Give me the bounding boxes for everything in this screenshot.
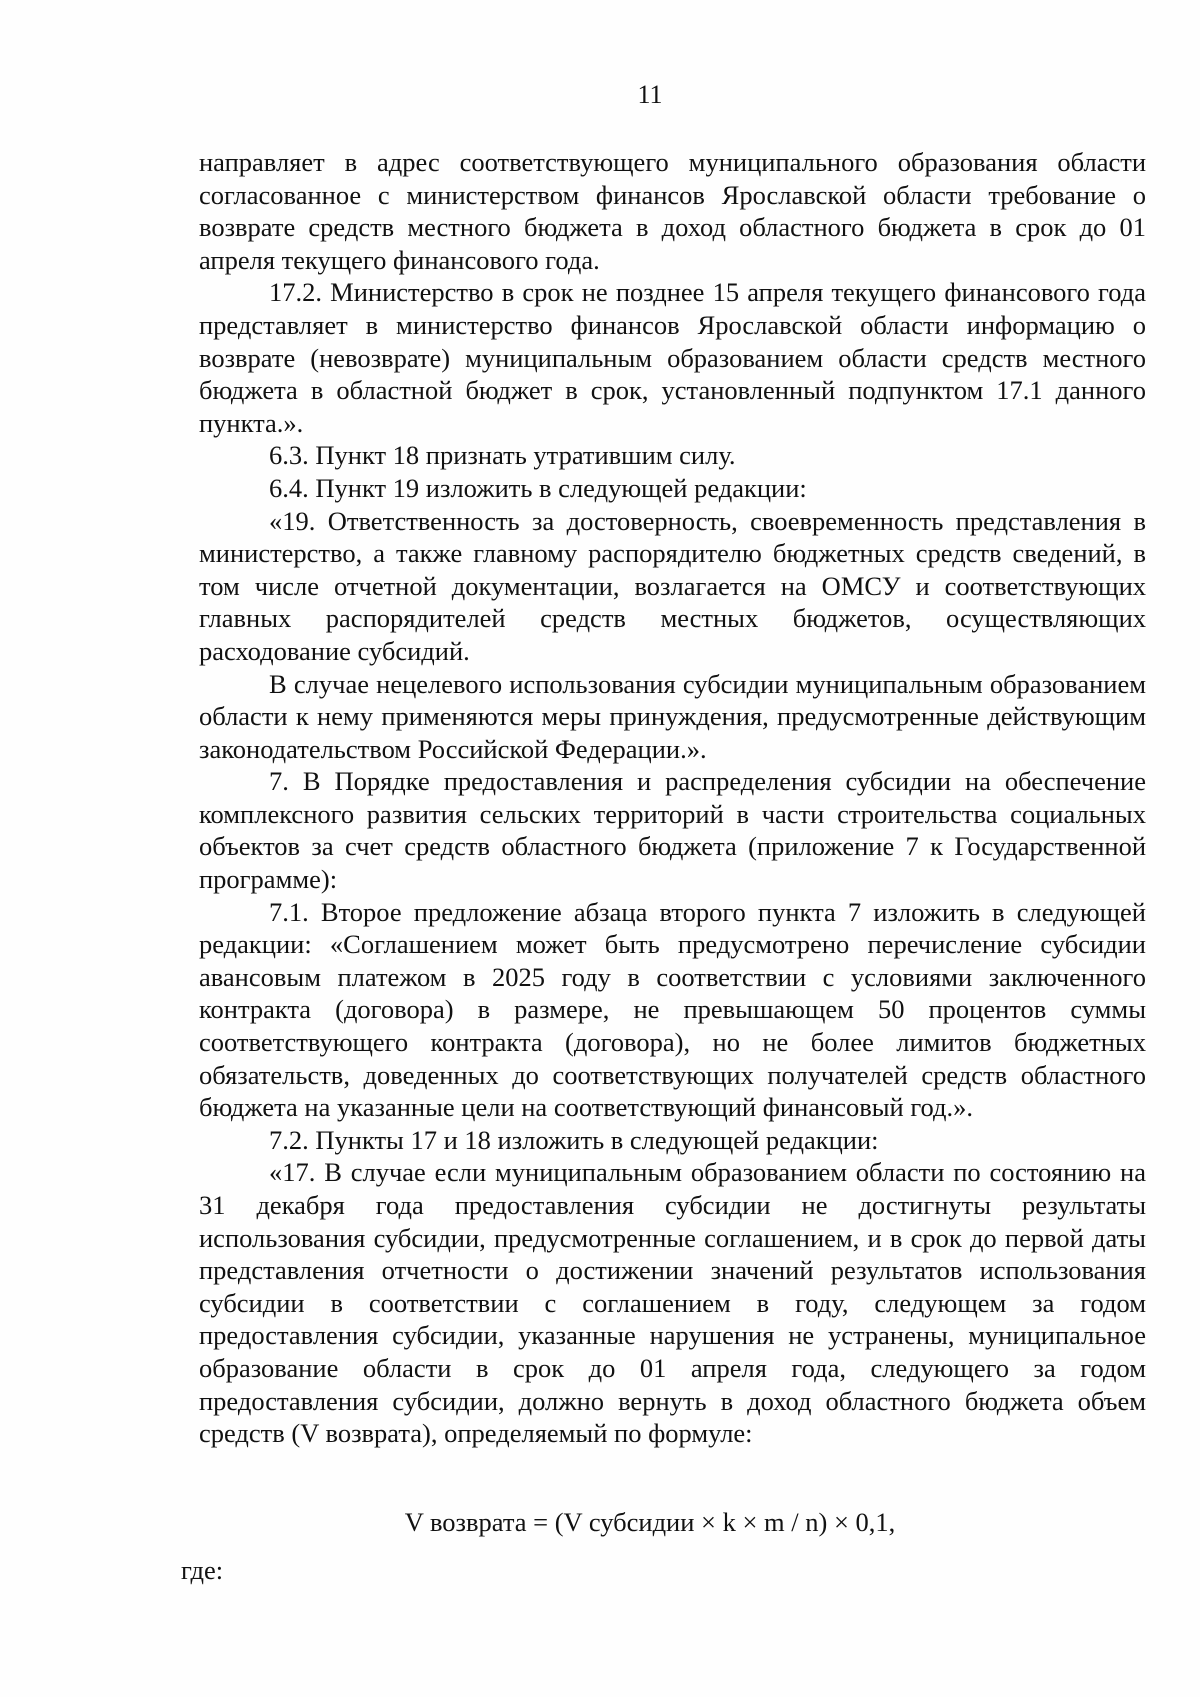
paragraph: 7. В Порядке предоставления и распределения субсидии на обеспечение комплексного развития сельских территорий в части строительства социальных объектов за счет средств областного бюджета (приложение 7 к Государственной программе):	[199, 766, 1146, 895]
paragraph: 6.4. Пункт 19 изложить в следующей редакции:	[269, 472, 807, 503]
paragraph: 17.2. Министерство в срок не позднее 15 апреля текущего финансового года представляет в министерство финансов Ярославской области информацию о возврате (невозврате) муниципальным образованием области средств местного бюджета в областной бюджет в срок, установленный подпунктом 17.1 данного пункта.».	[199, 277, 1146, 438]
paragraph: 6.3. Пункт 18 признать утратившим силу.	[269, 440, 736, 471]
paragraph: «17. В случае если муниципальным образованием области по состоянию на 31 декабря года предоставления субсидии не достигнуты результаты использования субсидии, предусмотренные соглашением, и в срок до первой даты представления отчетности о достижении значений результатов использования субсидии в соответствии с соглашением в году, следующем за годом предоставления субсидии, указанные нарушения не устранены, муниципальное образование области в срок до 01 апреля года, следующего за годом предоставления субсидии, должно вернуть в доход областного бюджета объем средств (V возврата), определяемый по формуле:	[199, 1157, 1146, 1449]
paragraph: В случае нецелевого использования субсидии муниципальным образованием области к нему применяются меры принуждения, предусмотренные действующим законодательством Российской Федерации.».	[199, 668, 1146, 764]
paragraph: 7.2. Пункты 17 и 18 изложить в следующей редакции:	[269, 1124, 879, 1155]
document-body	[199, 146, 1146, 1450]
page-number: 11	[637, 80, 663, 109]
paragraph: 7.1. Второе предложение абзаца второго пункта 7 изложить в следующей редакции: «Соглашением может быть предусмотрено перечисление субсидии авансовым платежом в 2025 году в соответствии с условиями заключенного контракта (договора) в размере, не превышающем 50 процентов суммы соответствующего контракта (договора), но не более лимитов бюджетных обязательств, доведенных до соответствующих получателей средств областного бюджета на указанные цели на соответствующий финансовый год.».	[199, 896, 1146, 1123]
paragraph: направляет в адрес соответствующего муниципального образования области согласованное с министерством финансов Ярославской области требование о возврате средств местного бюджета в доход областного бюджета в срок до 01 апреля текущего финансового года.	[199, 147, 1146, 275]
where-label: где:	[181, 1555, 224, 1585]
paragraph: «19. Ответственность за достоверность, своевременность представления в министерство, а также главному распорядителю бюджетных средств сведений, в том числе отчетной документации, возлагается на ОМСУ и соответствующих главных распорядителей средств местных бюджетов, осуществляющих расходование субсидий.	[199, 505, 1146, 666]
formula: V возврата = (V субсидии × k × m / n) × 0,1,	[404, 1507, 896, 1537]
